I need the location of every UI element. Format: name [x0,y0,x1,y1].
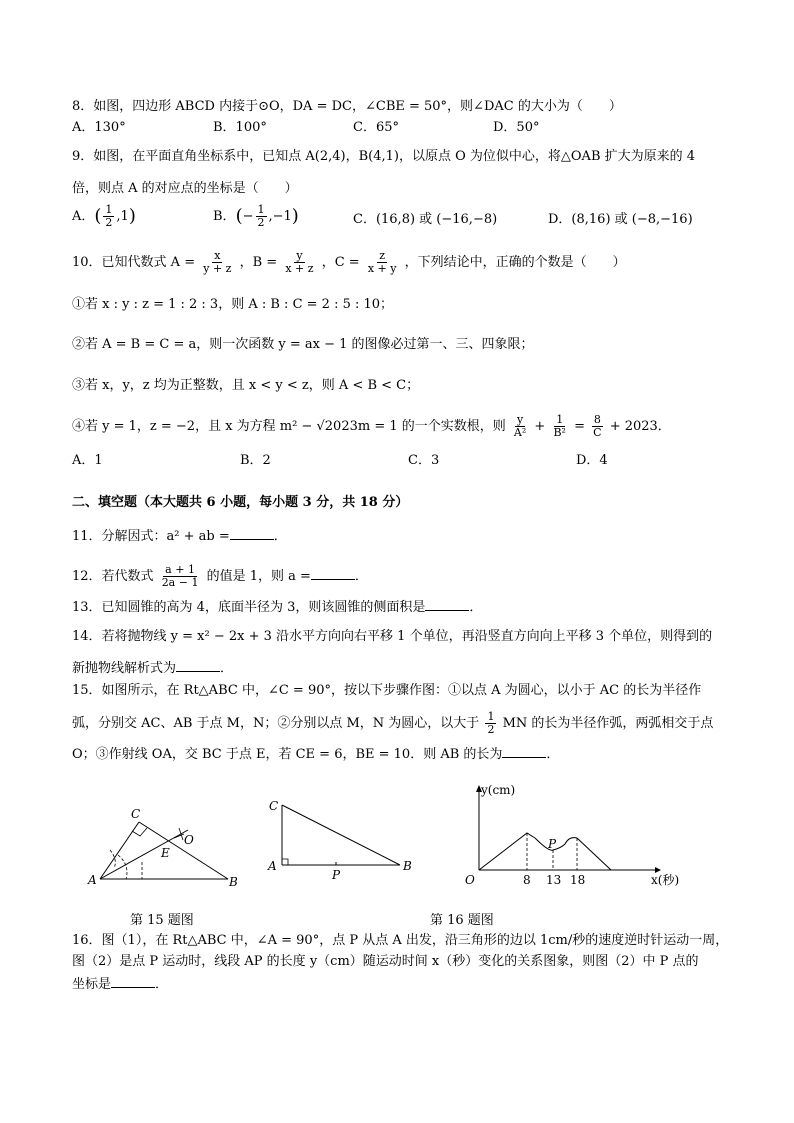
q16-line3: 坐标是 ． [72,977,169,992]
q14-line1: 14．若将抛物线 y = x² − 2x + 3 沿水平方向向右平移 1 个单位，再沿竖直方向向上平移 3 个单位，则得到的 [72,629,713,644]
q13: 13．已知圆锥的高为 4，底面半径为 3，则该圆锥的侧面积是 ． [72,600,483,615]
fig15-label-b: B [229,875,238,889]
answer-blank[interactable] [176,659,220,672]
fig16-side-cb [282,805,400,865]
q10-option-c: C．3 [408,453,440,468]
fig16-x-label: x(秒) [651,873,680,887]
answer-blank[interactable] [230,527,274,540]
q9-option-d: D．(8,16) 或 (−8,−16) [548,212,693,227]
fig15-label-a: A [88,873,97,887]
figure-16-graph [455,780,685,895]
fig16-y-label: y(cm) [481,783,516,797]
q10-option-b: B．2 [240,453,271,468]
q8-option-b: B．100° [213,120,267,135]
q12: 12．若代数式 $\frac{a + 1}{2a - 1}$ 的值是 1，则 a = ． [72,563,368,589]
q10-statement-2: ②若 A = B = C = a，则一次函数 y = ax − 1 的图像必过第一、三、四象限； [72,337,534,352]
fig15-arc-o-2 [179,828,183,840]
q15-line1: 15．如图所示，在 Rt△ABC 中，∠C = 90°，按以下步骤作图：①以点 A 为圆心，以小于 AC 的长为半径作 [72,683,702,698]
figure-16-caption: 第 16 题图 [430,913,494,928]
q16-line2: 图（2）是点 P 运动时，线段 AP 的长度 y（cm）随运动时间 x（秒）变化的关系图象，则图（2）中 P 点的 [72,954,699,969]
q14-line2: 新抛物线解析式为 ． [72,661,234,676]
fig15-arc-small [110,850,115,868]
fig16-point-p-label: P [548,837,557,851]
q15-line3: O；③作射线 OA，交 BC 于点 E，若 CE = 6，BE = 10．则 AB 的长为 ． [72,747,560,762]
fig15-side-cb [139,822,228,879]
q10-statement-3: ③若 x，y，z 均为正整数，且 x < y < z，则 A < B < C； [72,378,420,393]
q10-option-d: D．4 [576,453,608,468]
fig16-label-b: B [403,859,412,873]
q10-statement-1: ①若 x : y : z = 1 : 2 : 3，则 A : B : C = 2 : 5 : 10； [72,297,394,312]
fig16-right-angle-mark [282,859,288,865]
q16-line1: 16．图（1），在 Rt△ABC 中，∠A = 90°，点 P 从点 A 出发，沿三角形的边以 1cm/秒的速度逆时针运动一周， [72,933,729,948]
fig15-side-ac [100,822,139,879]
fig16-origin-label: O [465,873,475,887]
fig16-tick-18: 18 [570,873,586,887]
q8-stem: 8．如图，四边形 ABCD 内接于⊙O，DA = DC，∠CBE = 50°，则∠DAC 的大小为（ ） [72,99,622,114]
q10-statement-4: ④若 y = 1，z = −2，且 x 为方程 m² − √2023m = 1 的一个实数根，则 $\frac{y}{\text{A²}}$ + $\frac{1}{\text{B²}}$ = $\frac{8}{C}$ + 2023． [72,413,671,439]
fig16-label-c: C [269,799,279,813]
section-heading: 二、填空题（本大题共 6 小题，每小题 3 分，共 18 分） [72,495,409,510]
fig16-tick-13: 13 [546,873,562,887]
q10-option-a: A．1 [72,453,103,468]
answer-blank[interactable] [502,745,546,758]
q9-stem-line2: 倍，则点 A 的对应点的坐标是（ ） [72,181,298,196]
q8-option-a: A．130° [72,120,126,135]
answer-blank[interactable] [425,598,469,611]
answer-blank[interactable] [311,567,355,580]
q9-option-a: A．( $\frac{1}{2}$ ,1) [72,203,136,229]
fig16-label-a: A [268,859,277,873]
q9-option-c: C．(16,8) 或 (−16,−8) [353,212,498,227]
fig16-curve-line [479,833,535,870]
figure-16-triangle [262,795,422,885]
fig15-label-c: C [131,807,141,821]
q15-line2: 弧，分别交 AC、AB 于点 M，N；②分别以点 M，N 为圆心，以大于 $\frac{1}{2}$ MN 的长为半径作弧，两弧相交于点 [72,710,714,736]
q9-option-b: B．(− $\frac{1}{2}$ ,−1) [213,203,299,229]
fig16-label-p: P [332,868,341,882]
q11: 11．分解因式：a² + ab = ． [72,529,287,544]
fig16-tick-8: 8 [523,873,531,887]
answer-blank[interactable] [111,975,155,988]
fig15-label-e: E [161,846,170,860]
q10-stem: 10．已知代数式 A = $\frac{x}{y + z}$ ，B = $\frac{y}{x + z}$ ，C = $\frac{z}{x + y}$ ，下列结论中，正确的个数是（ ） [72,249,626,275]
figure-15-diagram [80,800,250,895]
q8-option-d: D．50° [493,120,540,135]
q8-option-c: C．65° [353,120,399,135]
q9-stem-line1: 9．如图，在平面直角坐标系中，已知点 A(2,4)，B(4,1)，以原点 O 为位似中心，将△OAB 扩大为原来的 4 [72,149,696,164]
fig15-label-o: O [184,833,194,847]
figure-15-caption: 第 15 题图 [130,913,194,928]
fig16-curve-tail [577,838,611,870]
